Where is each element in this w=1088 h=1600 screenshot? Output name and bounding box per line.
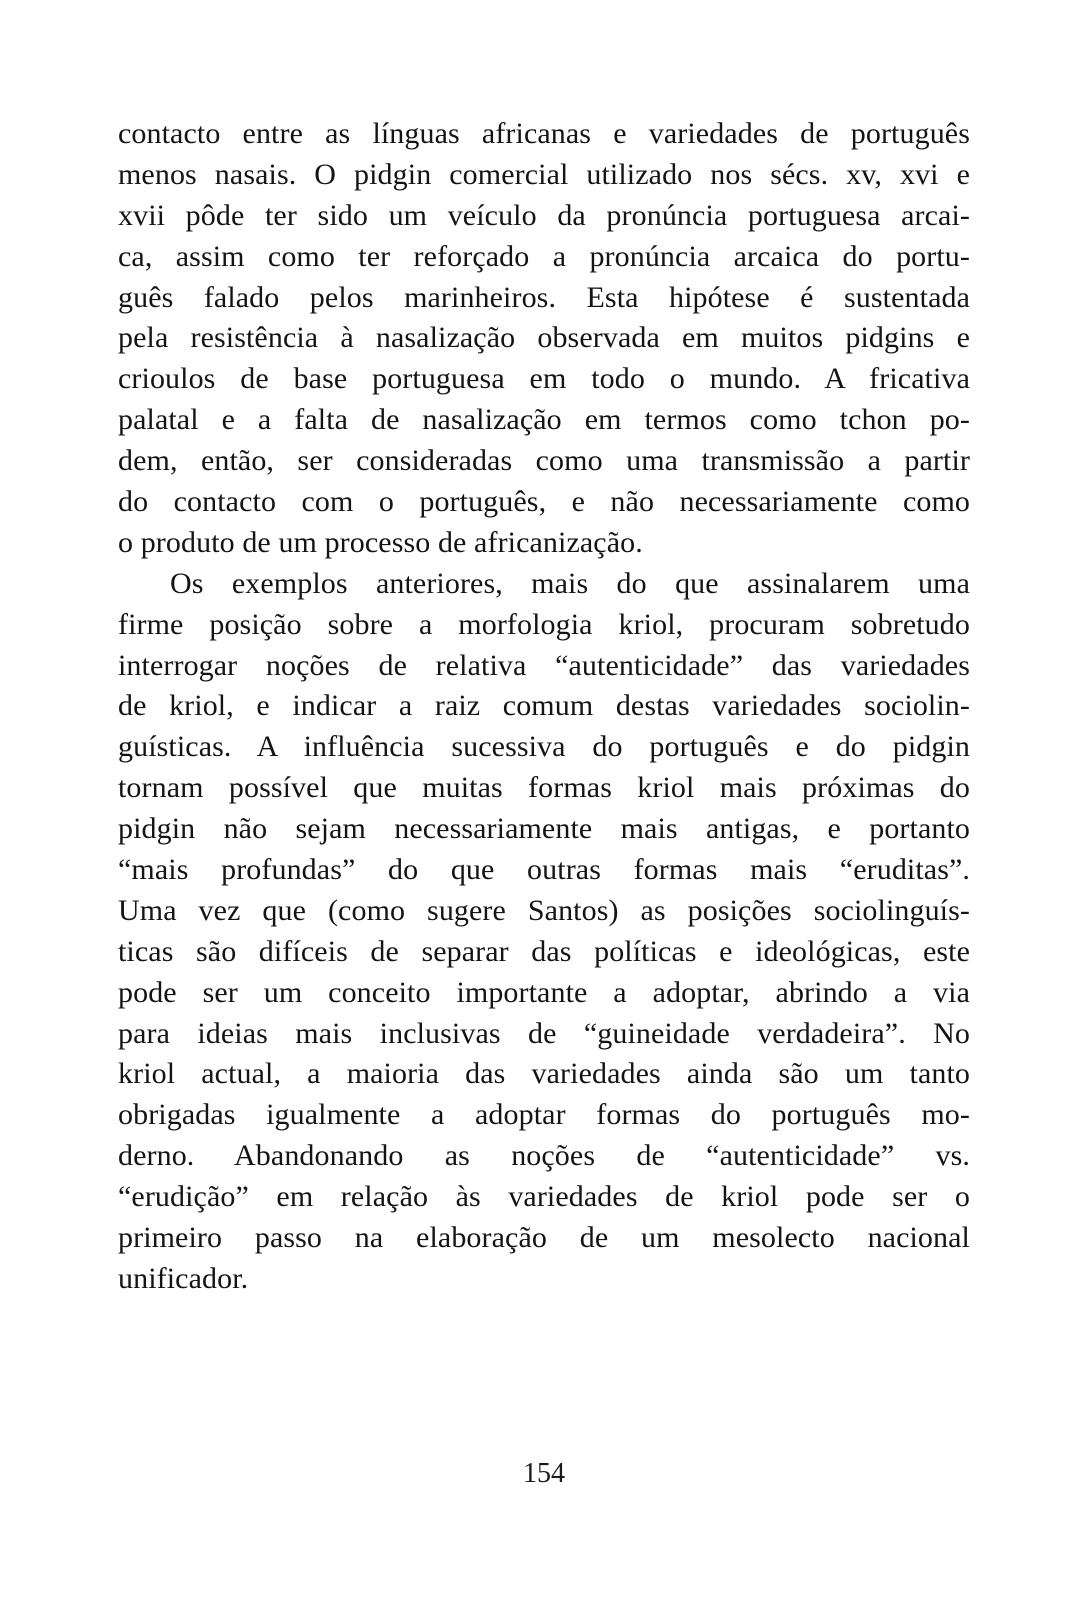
- text-line: primeiro passo na elaboração de um mesolecto nacional: [118, 1221, 970, 1255]
- text-line: pidgin não sejam necessariamente mais antigas, e portanto: [118, 812, 970, 846]
- text-line: ticas são difíceis de separar das políticas e ideológicas, este: [118, 934, 970, 968]
- text-line: dem, então, ser consideradas como uma transmissão a partir: [118, 444, 970, 478]
- text-line: obrigadas igualmente a adoptar formas do português mo-: [118, 1098, 970, 1132]
- text-line: o produto de um processo de africanização.: [118, 525, 643, 559]
- text-line: interrogar noções de relativa “autenticidade” das variedades: [118, 648, 970, 682]
- text-line: guísticas. A influência sucessiva do português e do pidgin: [118, 730, 970, 764]
- text-line: firme posição sobre a morfologia kriol, procuram sobretudo: [118, 607, 970, 641]
- text-line: para ideias mais inclusivas de “guineidade verdadeira”. No: [118, 1016, 970, 1050]
- text-line: kriol actual, a maioria das variedades ainda são um tanto: [118, 1057, 970, 1091]
- paragraph-1: [118, 114, 970, 564]
- text-line: pela resistência à nasalização observada em muitos pidgins e: [118, 321, 970, 355]
- text-line: tornam possível que muitas formas kriol mais próximas do: [118, 771, 970, 805]
- text-line: de kriol, e indicar a raiz comum destas variedades sociolin-: [118, 689, 970, 723]
- text-line: “mais profundas” do que outras formas mais “eruditas”.: [118, 853, 970, 887]
- text-line: guês falado pelos marinheiros. Esta hipótese é sustentada: [118, 280, 970, 314]
- text-line: do contacto com o português, e não necessariamente como: [118, 485, 970, 519]
- page-number: 154: [523, 1458, 565, 1489]
- text-line: pode ser um conceito importante a adoptar, abrindo a via: [118, 975, 970, 1009]
- text-line: “erudição” em relação às variedades de kriol pode ser o: [118, 1180, 970, 1214]
- text-line: Uma vez que (como sugere Santos) as posições sociolinguís-: [118, 893, 970, 927]
- text-line: ca, assim como ter reforçado a pronúncia arcaica do portu-: [118, 239, 970, 273]
- text-line: unificador.: [118, 1261, 249, 1295]
- text-line: xvii pôde ter sido um veículo da pronúncia portuguesa arcai-: [118, 198, 970, 232]
- text-line: derno. Abandonando as noções de “autenticidade” vs.: [118, 1139, 970, 1173]
- body-text: [118, 114, 970, 1300]
- paragraph-2: [118, 564, 970, 1300]
- text-line: palatal e a falta de nasalização em termos como tchon po-: [118, 403, 970, 437]
- text-line: crioulos de base portuguesa em todo o mundo. A fricativa: [118, 362, 970, 396]
- text-line: menos nasais. O pidgin comercial utilizado nos sécs. xv, xvi e: [118, 157, 970, 191]
- text-line: Os exemplos anteriores, mais do que assinalarem uma: [170, 566, 970, 600]
- text-line: contacto entre as línguas africanas e variedades de português: [118, 117, 970, 150]
